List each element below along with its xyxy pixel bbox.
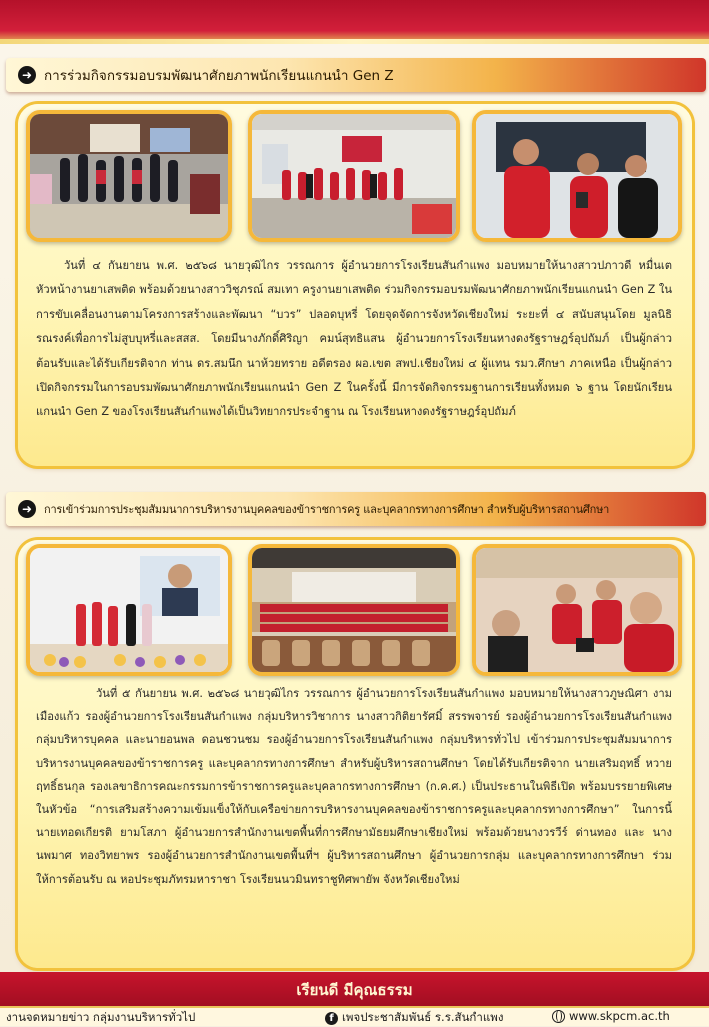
photo-group-dance [26, 110, 232, 242]
photo-image [30, 114, 228, 238]
photo-image [252, 114, 456, 238]
news-body: วันที่ ๔ กันยายน พ.ศ. ๒๕๖๘ นายวุฒิไกร วรรณการ ผู้อำนวยการโรงเรียนสันกำแพง มอบหมายให้นางสาวปภาวดี หมื่นเต หัวหน้างานยาเสพติด พร้อมด้วยนางสาววิชุภรณ์ สมเทา ครูงานยาเสพติด ร่วมกิจกรรมอบรมพัฒนาศักยภาพนักเรียนแกนนำ Gen Z ในการขับเคลื่อนงานตามโครงการสร้างและพัฒนา “บวร” ปลอดบุหรี่ โดยจุดจัดการจังหวัดเชียงใหม่ ระยะที่ ๔ สนับสนุนโดย มูลนิธิรณรงค์เพื่อการไม่สูบบุหรี่และสสส. โดยมีนางภักดิ์ศิริญา คมน์สุทธิแสน ผู้อำนวยการโรงเรียนหางดงรัฐราษฎร์อุปถัมภ์ เป็นผู้กล่าวต้อนรับและได้รับเกียรติจาก ท่าน ดร.สมนึก นาห้วยทราย อดีตรอง ผอ.เขต สพป.เชียงใหม่ ๔ ผู้แทน รมว.ศึกษา ภาคเหนือ เป็นผู้กล่าวเปิดกิจกรรมในการอบรมพัฒนาศักยภาพนักเรียนแกนนำ Gen Z ในครั้งนี้ มีการจัดกิจกรรมฐานการเรียนทั้งหมด ๖ ฐาน โดยนักเรียนแกนนำ Gen Z ของโรงเรียนสันกำแพงได้เป็นวิทยากรประจำฐาน ณ โรงเรียนหางดงรัฐราษฎร์อุปถัมภ์ [36, 259, 672, 419]
globe-icon [552, 1010, 565, 1023]
facebook-page-link[interactable] [325, 1009, 503, 1027]
section-header-seminar [6, 492, 706, 526]
website-label: www.skpcm.ac.th [569, 1009, 670, 1023]
news-body: วันที่ ๕ กันยายน พ.ศ. ๒๕๖๘ นายวุฒิไกร วรรณการ ผู้อำนวยการโรงเรียนสันกำแพง มอบหมายให้นางสาวภูษณิศา งามเมืองแก้ว รองผู้อำนวยการโรงเรียนสันกำแพง กลุ่มบริหารวิชาการ นางสาวกิติยารัศมิ์ สรรพจารย์ รองผู้อำนวยการโรงเรียนสันกำแพง กลุ่มบริหารบุคคล และนายอนพล ดอนชวนชม รองผู้อำนวยการโรงเรียนสันกำแพง กลุ่มบริหารทั่วไป เข้าร่วมการประชุมสัมมนาการบริหารงานบุคคลของข้าราชการครู และบุคลากรทางการศึกษา สำหรับผู้บริหารสถานศึกษา โดยได้รับเกียรติจาก นายเสริมฤทธิ์ หวายฤทธิ์ธนกุล รองเลขาธิการคณะกรรมการข้าราชการครูและบุคลากรทางการศึกษา (ก.ค.ศ.) เป็นประธานในพิธีเปิด พร้อมบรรยายพิเศษในหัวข้อ “การเสริมสร้างความเข้มแข็งให้กับเครือข่ายการบริหารงานบุคคลของข้าราชการครูและบุคลากรทางการศึกษา” ในการนี้ นายเทอดเกียรติ ยามโสภา ผู้อำนวยการสำนักงานเขตพื้นที่การศึกษามัธยมศึกษาเชียงใหม่ พร้อมด้วยนางวรวีร์ ด่านทอง และ นางนพมาศ ทองวิทยาพร รองผู้อำนวยการสำนักงานเขตพื้นที่ฯ ผู้บริหารสถานศึกษา ผู้อำนวยการกลุ่ม และบุคลากรทางการศึกษา ร่วมให้การต้อนรับ ณ หอประชุมภัทรมหาราชา โรงเรียนนวมินทราชูทิศพายัพ จังหวัดเชียงใหม่ [36, 687, 672, 886]
section-header-gen-z [6, 58, 706, 92]
arrow-circle-right-icon: ➜ [18, 66, 36, 84]
photo-classroom-activity [248, 110, 460, 242]
facebook-page-label: เพจประชาสัมพันธ์ ร.ร.สันกำแพง [342, 1010, 504, 1024]
photo-image [476, 114, 678, 238]
photo-image [476, 548, 678, 672]
photo-seminar-audience [472, 544, 682, 676]
footer-department: งานจดหมายข่าว กลุ่มงานบริหารทั่วไป [6, 1010, 196, 1024]
news-card-seminar [18, 540, 692, 968]
photo-auditorium-group [248, 544, 460, 676]
footer [0, 1006, 709, 1026]
photo-seminar-stage [26, 544, 232, 676]
top-banner [0, 0, 709, 44]
photo-image [30, 548, 228, 672]
photo-image [252, 548, 456, 672]
facebook-icon: f [325, 1012, 338, 1025]
photo-students-certificate [472, 110, 682, 242]
news-card-gen-z [18, 104, 692, 466]
section-title: การเข้าร่วมการประชุมสัมมนาการบริหารงานบุคคลของข้าราชการครู และบุคลากรทางการศึกษา สำหรับผู้บริหารสถานศึกษา [44, 503, 610, 516]
school-motto: เรียนดี มีคุณธรรม [296, 981, 413, 999]
arrow-circle-right-icon: ➜ [18, 500, 36, 518]
section-title: การร่วมกิจกรรมอบรมพัฒนาศักยภาพนักเรียนแกนนำ Gen Z [44, 68, 394, 84]
website-link[interactable] [552, 1009, 670, 1023]
